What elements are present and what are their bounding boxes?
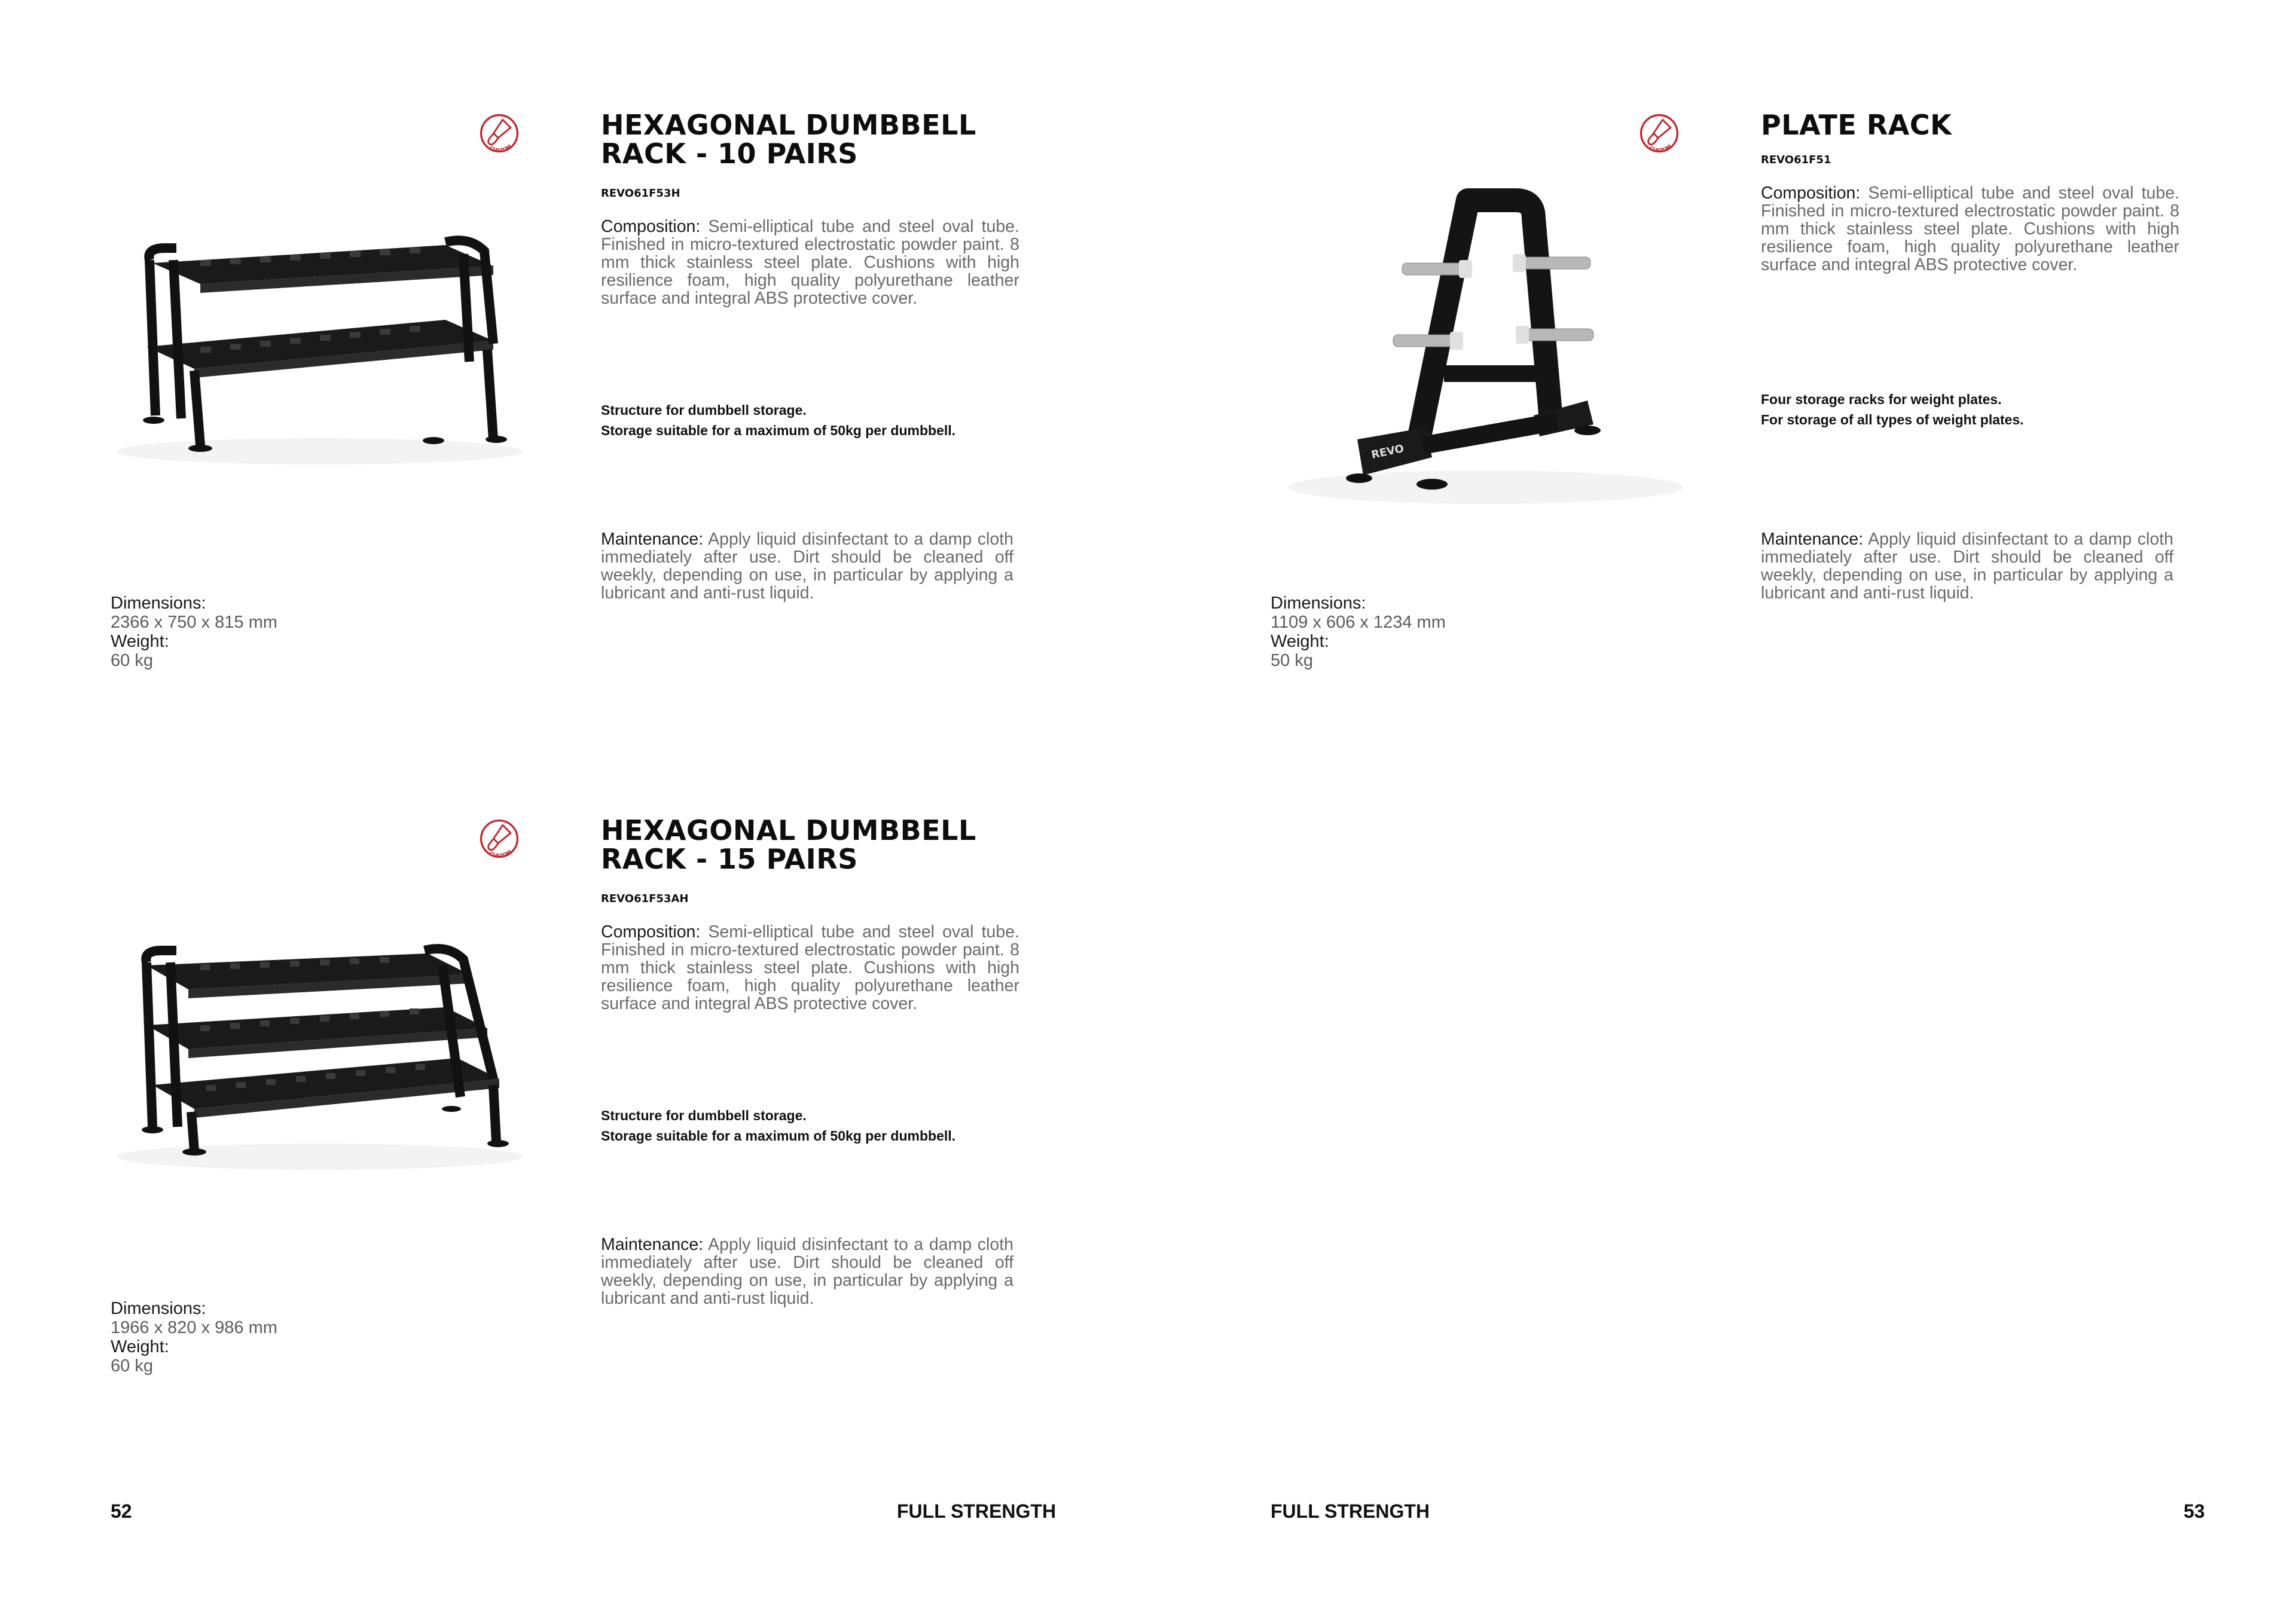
- weight-label: Weight:: [111, 632, 169, 651]
- dimensions-block: [111, 594, 469, 670]
- product-photo-rack-3-tier: [111, 906, 529, 1175]
- product-code: REVO61F53H: [601, 187, 680, 200]
- product-photo-plate-rack: [1271, 176, 1689, 511]
- product-code: REVO61F51: [1761, 154, 1831, 166]
- product-title: PLATE RACK: [1761, 109, 1952, 141]
- brand-mark: REVO: [1370, 442, 1405, 461]
- structure-notes: Structure for dumbbell storage. Storage suitable for a maximum of 50kg per dumbbell.: [601, 1108, 956, 1144]
- dimensions-value: 2366 x 750 x 815 mm: [111, 613, 277, 632]
- maintenance-text: Maintenance: Apply liquid disinfectant to a damp cloth immediately after use. Dirt should be cleaned off weekly, depending on use, in particular by applying a lubricant and anti-rust liquid.: [1761, 530, 2173, 603]
- maintenance-text: Maintenance: Apply liquid disinfectant to a damp cloth immediately after use. Dirt should be cleaned off weekly, depending on use, in particular by applying a lubricant and anti-rust liquid.: [601, 530, 1013, 603]
- product-plate-rack: [1271, 111, 2287, 708]
- structure-notes: Structure for dumbbell storage. Storage suitable for a maximum of 50kg per dumbbell.: [601, 402, 956, 438]
- composition-label: Composition:: [601, 217, 701, 236]
- dimensions-label: Dimensions:: [111, 594, 206, 613]
- composition-text: Composition: Semi-elliptical tube and steel oval tube. Finished in micro-textured electrostatic powder paint. 8 mm thick stainless steel plate. Cushions with high resilience foam, high quality polyurethane leather surface and integral ABS protective cover.: [601, 217, 1019, 308]
- dimensions-value: 1966 x 820 x 986 mm: [111, 1318, 277, 1337]
- composition-label: Composition:: [601, 922, 701, 942]
- svg-text:CUSTOM: CUSTOM: [1648, 143, 1673, 154]
- structure-notes: Four storage racks for weight plates. For storage of all types of weight plates.: [1761, 392, 2024, 427]
- weight-label: Weight:: [111, 1337, 169, 1356]
- svg-text:CUSTOM: CUSTOM: [488, 143, 513, 154]
- weight-value: 60 kg: [111, 1356, 153, 1376]
- product-hexagonal-rack-15: [111, 816, 1127, 1414]
- product-title: HEXAGONAL DUMBBELL RACK - 15 PAIRS: [601, 814, 976, 875]
- maintenance-label: Maintenance:: [601, 1235, 704, 1254]
- left-footer-brand: FULL STRENGTH: [897, 1500, 1057, 1522]
- composition-label: Composition:: [1761, 184, 1861, 203]
- dimensions-block: [1271, 594, 1629, 670]
- left-page-number: 52: [111, 1500, 132, 1522]
- product-photo-rack-2-tier: [111, 200, 529, 469]
- maintenance-text: Maintenance: Apply liquid disinfectant to a damp cloth immediately after use. Dirt should be cleaned off weekly, depending on use, in particular by applying a lubricant and anti-rust liquid.: [601, 1235, 1013, 1308]
- product-info: [601, 814, 1019, 1308]
- custom-badge-icon: [477, 816, 522, 861]
- dimensions-value: 1109 x 606 x 1234 mm: [1271, 613, 1446, 632]
- product-hexagonal-rack-10: [111, 111, 1127, 708]
- custom-badge-icon: [1636, 111, 1682, 156]
- right-footer-brand: FULL STRENGTH: [1271, 1500, 1430, 1522]
- composition-text: Composition: Semi-elliptical tube and steel oval tube. Finished in micro-textured electrostatic powder paint. 8 mm thick stainless steel plate. Cushions with high resilience foam, high quality polyurethane leather surface and integral ABS protective cover.: [1761, 184, 2179, 274]
- weight-value: 50 kg: [1271, 651, 1313, 670]
- custom-badge-icon: [477, 111, 522, 156]
- svg-text:CUSTOM: CUSTOM: [488, 849, 513, 860]
- dimensions-label: Dimensions:: [111, 1299, 206, 1318]
- product-info: [1761, 109, 2179, 603]
- product-info: [601, 109, 1019, 603]
- product-title: HEXAGONAL DUMBBELL RACK - 10 PAIRS: [601, 109, 976, 170]
- maintenance-label: Maintenance:: [601, 530, 704, 549]
- weight-label: Weight:: [1271, 632, 1329, 651]
- weight-value: 60 kg: [111, 651, 153, 670]
- dimensions-block: [111, 1299, 469, 1376]
- right-page-number: 53: [2184, 1500, 2205, 1522]
- dimensions-label: Dimensions:: [1271, 594, 1366, 613]
- composition-text: Composition: Semi-elliptical tube and steel oval tube. Finished in micro-textured electrostatic powder paint. 8 mm thick stainless steel plate. Cushions with high resilience foam, high quality polyurethane leather surface and integral ABS protective cover.: [601, 922, 1019, 1013]
- product-code: REVO61F53AH: [601, 893, 689, 905]
- maintenance-label: Maintenance:: [1761, 530, 1864, 549]
